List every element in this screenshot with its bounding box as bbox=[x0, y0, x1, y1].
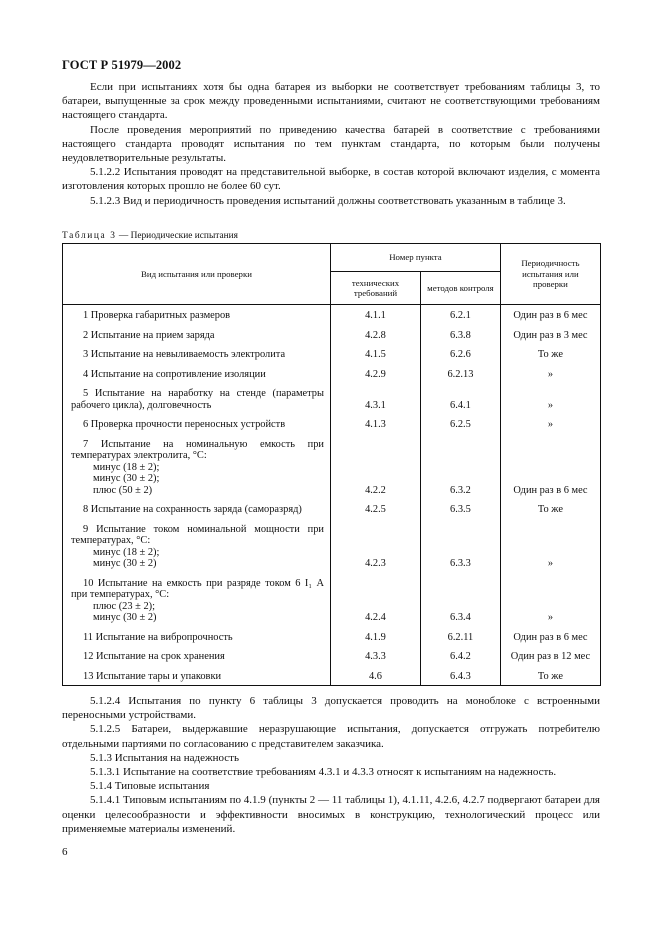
method-cell: 6.4.3 bbox=[420, 666, 500, 686]
standard-title: ГОСТ Р 51979—2002 bbox=[62, 58, 182, 72]
method-cell: 6.2.1 bbox=[420, 305, 500, 325]
periodicity-cell: Один раз в 3 мес bbox=[500, 325, 600, 345]
test-name-cell bbox=[63, 414, 331, 434]
method-cell: 6.4.1 bbox=[420, 383, 500, 414]
intro-text bbox=[62, 80, 600, 208]
method-cell: 6.2.11 bbox=[420, 627, 500, 647]
tech-req-cell: 4.2.3 bbox=[330, 519, 420, 573]
table-row bbox=[63, 627, 601, 647]
tech-req-cell: 4.2.5 bbox=[330, 499, 420, 519]
header-methods: методов контроля bbox=[420, 272, 500, 305]
test-condition: минус (30 ± 2) bbox=[93, 558, 157, 569]
table-caption-label: Таблица 3 bbox=[62, 231, 117, 241]
method-cell: 6.3.2 bbox=[420, 434, 500, 500]
test-name-cell bbox=[63, 344, 331, 364]
table-row bbox=[63, 364, 601, 384]
method-cell: 6.3.5 bbox=[420, 499, 500, 519]
header-test-type: Вид испытания или проверки bbox=[63, 244, 331, 305]
test-name: 2 Испытание на прием заряда bbox=[83, 329, 215, 341]
test-name: 8 Испытание на сохранность заряда (саморазряд) bbox=[83, 504, 302, 515]
test-name: 5 Испытание на наработку на стенде (параметры рабочего цикла), долговечность bbox=[71, 388, 324, 411]
table-row bbox=[63, 573, 601, 627]
test-condition: плюс (23 ± 2); bbox=[93, 600, 156, 612]
periodicity-cell: То же bbox=[500, 666, 600, 686]
table-row bbox=[63, 646, 601, 666]
test-name: 1 Проверка габаритных размеров bbox=[83, 310, 231, 321]
page-number: 6 bbox=[62, 846, 68, 858]
table-caption-text: — Периодические испытания bbox=[116, 231, 238, 241]
test-name-cell bbox=[63, 383, 331, 414]
periodicity-cell: » bbox=[500, 519, 600, 573]
test-condition: минус (30 ± 2); bbox=[93, 473, 160, 484]
section-heading: 5.1.3 Испытания на надежность bbox=[90, 751, 239, 764]
test-name-cell bbox=[63, 364, 331, 384]
paragraph: 5.1.2.2 Испытания проводят на представительной выборке, в состав которой включают изделия, с момента изготовления которых прошло не более 60 сут. bbox=[62, 166, 600, 193]
paragraph: 5.1.2.5 Батареи, выдержавшие неразрушающие испытания, допускается отгружать потребителю отдельными партиями по согласованию с представителем заказчика. bbox=[62, 723, 600, 750]
periodicity-cell: » bbox=[500, 573, 600, 627]
periodicity-cell: » bbox=[500, 364, 600, 384]
test-name-cell bbox=[63, 646, 331, 666]
method-cell: 6.4.2 bbox=[420, 646, 500, 666]
periodicity-cell: То же bbox=[500, 344, 600, 364]
test-name-cell bbox=[63, 305, 331, 325]
table-row bbox=[63, 666, 601, 686]
tech-req-cell: 4.1.9 bbox=[330, 627, 420, 647]
tech-req-cell: 4.1.3 bbox=[330, 414, 420, 434]
paragraph: После проведения мероприятий по приведению качества батарей в соответствие с требованиями настоящего стандарта проводят испытания по тем пунктам стандарта, по которым были получены неудовлетворительные результаты. bbox=[62, 123, 600, 165]
method-cell: 6.3.8 bbox=[420, 325, 500, 345]
header-point-number: Номер пункта bbox=[330, 244, 500, 272]
test-name: 9 Испытание током номинальной мощности при температурах, °С: bbox=[71, 523, 324, 546]
test-condition: минус (18 ± 2); bbox=[93, 461, 160, 473]
tech-req-cell: 4.2.8 bbox=[330, 325, 420, 345]
test-condition: минус (30 ± 2) bbox=[93, 612, 157, 623]
paragraph: 5.1.4.1 Типовым испытаниям по 4.1.9 (пункты 2 — 11 таблицы 1), 4.1.11, 4.2.6, 4.2.7 подвергают батареи для оценки целесообразности и эффективности вносимых в конструкцию, технологический процесс или применяемые материалы изменений. bbox=[62, 794, 600, 835]
paragraph: 5.1.2.3 Вид и периодичность проведения испытаний должны соответствовать указанным в таблице 3. bbox=[90, 194, 566, 207]
table-row bbox=[63, 414, 601, 434]
test-name: 6 Проверка прочности переносных устройств bbox=[83, 419, 286, 430]
header-tech-req: технических требований bbox=[330, 272, 420, 305]
method-cell: 6.3.3 bbox=[420, 519, 500, 573]
table-caption bbox=[62, 231, 238, 241]
tech-req-cell: 4.6 bbox=[330, 666, 420, 686]
test-name-cell bbox=[63, 573, 331, 627]
test-name-cell bbox=[63, 627, 331, 647]
table-row bbox=[63, 383, 601, 414]
test-condition: минус (18 ± 2); bbox=[93, 546, 160, 558]
method-cell: 6.2.6 bbox=[420, 344, 500, 364]
periodicity-cell: Один раз в 6 мес bbox=[500, 627, 600, 647]
test-name-cell bbox=[63, 325, 331, 345]
periodicity-cell: То же bbox=[500, 499, 600, 519]
periodicity-cell: Один раз в 6 мес bbox=[500, 305, 600, 325]
tech-req-cell: 4.1.1 bbox=[330, 305, 420, 325]
paragraph: 5.1.2.4 Испытания по пункту 6 таблицы 3 допускается проводить на моноблоке с встроенными переносными устройствами. bbox=[62, 695, 600, 722]
test-name: 11 Испытание на вибропрочность bbox=[83, 631, 233, 643]
method-cell: 6.3.4 bbox=[420, 573, 500, 627]
test-name: 4 Испытание на сопротивление изоляции bbox=[83, 368, 266, 380]
tech-req-cell: 4.2.2 bbox=[330, 434, 420, 500]
tech-req-cell: 4.2.4 bbox=[330, 573, 420, 627]
test-name: 12 Испытание на срок хранения bbox=[83, 651, 225, 662]
table-row bbox=[63, 519, 601, 573]
periodic-tests-table bbox=[62, 243, 601, 686]
table-row bbox=[63, 434, 601, 500]
method-cell: 6.2.13 bbox=[420, 364, 500, 384]
periodicity-cell: » bbox=[500, 414, 600, 434]
table-row bbox=[63, 325, 601, 345]
tech-req-cell: 4.3.1 bbox=[330, 383, 420, 414]
section-heading: 5.1.4 Типовые испытания bbox=[90, 780, 210, 793]
test-name: 7 Испытание на номинальную емкость при температурах электролита, °С: bbox=[71, 438, 324, 461]
test-condition: плюс (50 ± 2) bbox=[93, 484, 153, 496]
method-cell: 6.2.5 bbox=[420, 414, 500, 434]
periodicity-cell: » bbox=[500, 383, 600, 414]
test-name-cell bbox=[63, 434, 331, 500]
test-name-cell bbox=[63, 519, 331, 573]
paragraph: Если при испытаниях хотя бы одна батарея из выборки не соответствует требованиям таблицы 3, то батареи, выпущенные за срок между проведенными испытаниями, считают не соответствующими требованиям настоящего стандарта. bbox=[62, 81, 600, 122]
paragraph: 5.1.3.1 Испытание на соответствие требованиям 4.3.1 и 4.3.3 относят к испытаниям на надежность. bbox=[90, 766, 557, 779]
periodicity-cell: Один раз в 12 мес bbox=[500, 646, 600, 666]
after-text bbox=[62, 694, 600, 836]
test-name: 3 Испытание на невыливаемость электролита bbox=[83, 349, 286, 360]
test-name-cell bbox=[63, 499, 331, 519]
periodicity-cell: Один раз в 6 мес bbox=[500, 434, 600, 500]
tech-req-cell: 4.1.5 bbox=[330, 344, 420, 364]
header-periodicity: Периодичность испытания или проверки bbox=[500, 244, 600, 305]
tech-req-cell: 4.3.3 bbox=[330, 646, 420, 666]
test-name: 13 Испытание тары и упаковки bbox=[83, 670, 222, 682]
table-row bbox=[63, 305, 601, 325]
table-row bbox=[63, 344, 601, 364]
tech-req-cell: 4.2.9 bbox=[330, 364, 420, 384]
test-name-cell bbox=[63, 666, 331, 686]
table-row bbox=[63, 499, 601, 519]
test-name: 10 Испытание на емкость при разряде током 6 I₁ А при температурах, °С: bbox=[71, 577, 324, 600]
